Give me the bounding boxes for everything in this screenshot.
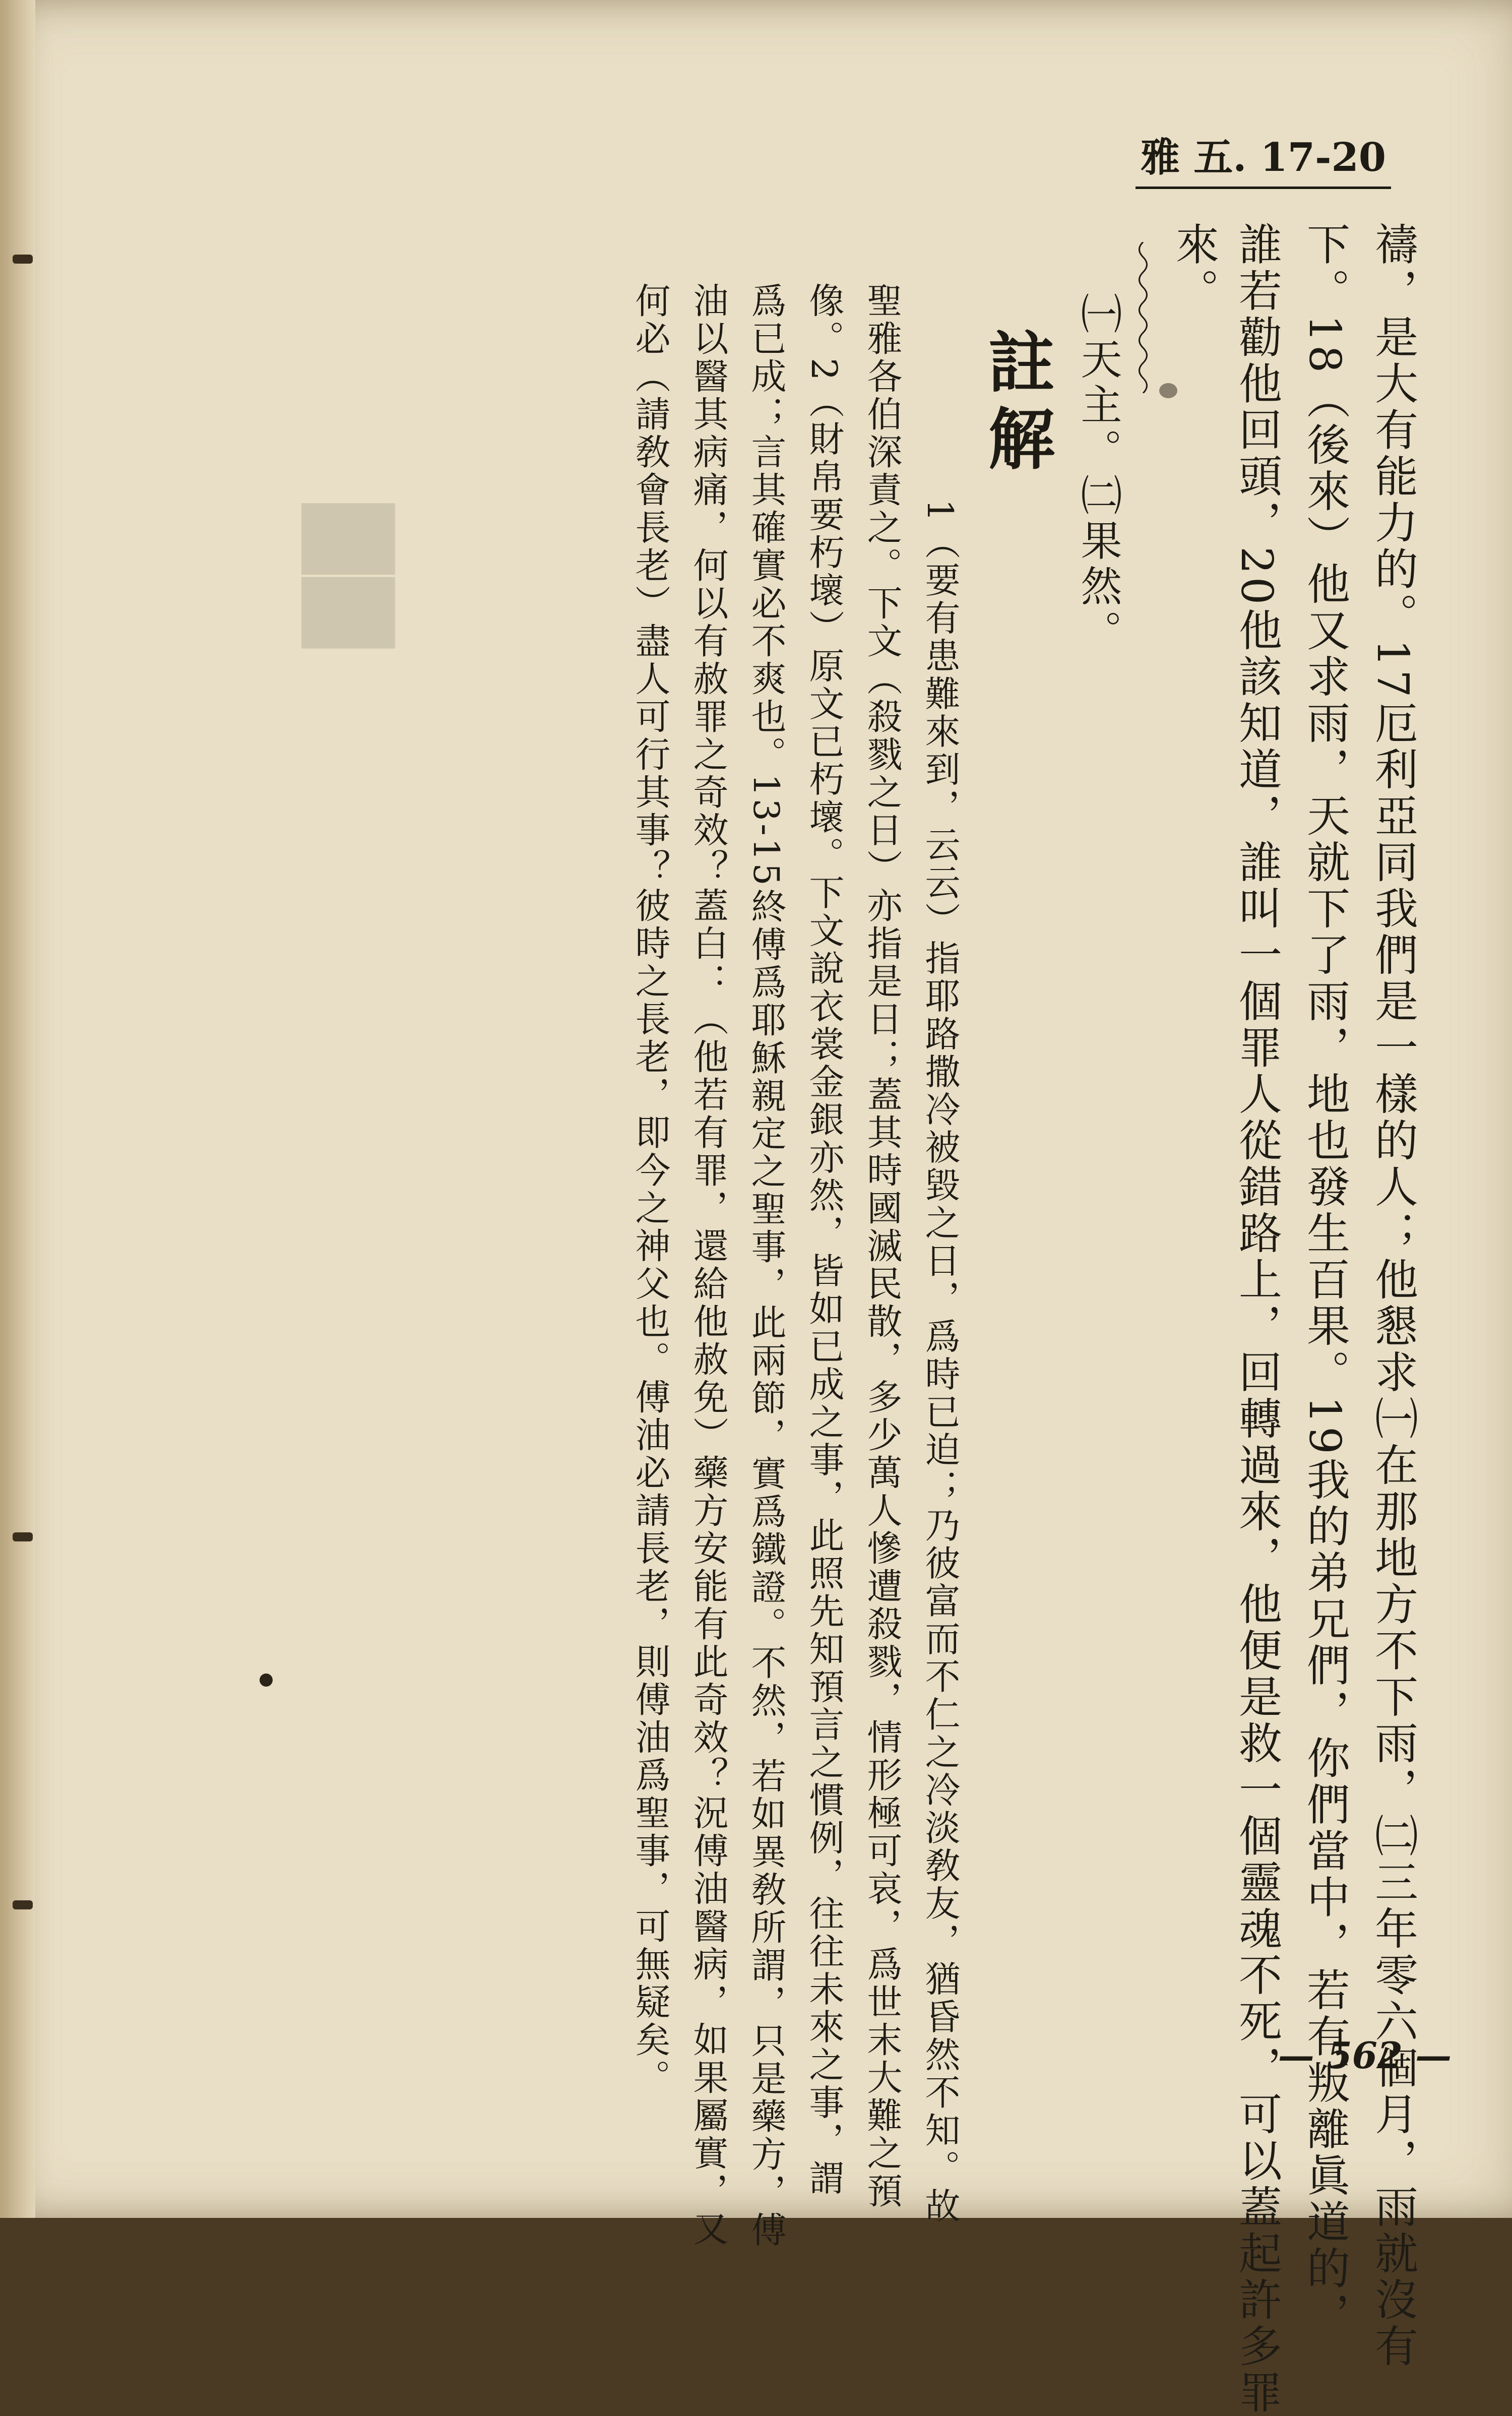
page-spine-shadow — [0, 0, 35, 2218]
staple-mark — [13, 1532, 33, 1541]
commentary-column-6: 何必（請敎會長老）盡人可行其事？彼時之長老，即今之神父也。傅油必請長老，則傅油爲聖事，可無疑矣。 — [629, 282, 671, 2097]
wavy-divider — [1133, 242, 1153, 393]
body-column-2: 下。18（後來）他又求雨，天就下了雨，地也發生百果。19我的弟兄們，你們當中，若有叛離眞道的， — [1299, 222, 1350, 2338]
running-header: 雅 五. 17-20 — [1136, 126, 1391, 189]
commentary-column-5: 油以醫其病痛，何以有赦罪之奇效？蓋白：（他若有罪，還給他赦免）藥方安能有此奇效？況傅油醫病，如果屬實，又 — [687, 282, 729, 2248]
commentary-column-3: 像。2（財帛要朽壞）原文已朽壞。下文說衣裳金銀亦然，皆如已成之事，此照先知預言之慣例，往往未來之事，謂 — [803, 282, 845, 2198]
body-column-4: 來。 — [1168, 222, 1219, 315]
staple-mark — [13, 255, 33, 264]
ink-spot — [260, 1674, 273, 1687]
show-through-heading: ▇▇ — [302, 504, 409, 652]
section-heading: 註解 — [977, 328, 1055, 481]
commentary-column-2: 聖雅各伯深責之。下文（殺戮之日）亦指是日；蓋其時國滅民散，多少萬人慘遭殺戮，情形極可哀，爲世末大難之預 — [861, 282, 903, 2210]
footnotes: ㈠天主。㈡果然。 — [1074, 292, 1122, 655]
body-column-3: 誰若勸他回頭，20他該知道，誰叫一個罪人從錯路上，回轉過來，他便是救一個靈魂不死，可以蓋起許多罪 — [1231, 222, 1282, 2416]
commentary-column-4: 爲已成；言其確實必不爽也。13-15終傅爲耶穌親定之聖事，此兩節，實爲鐵證。不然，若如異敎所謂，只是藥方，傅 — [745, 282, 787, 2249]
staple-mark — [13, 1900, 33, 1909]
ink-spot — [1159, 383, 1177, 398]
body-column-1: 禱，是大有能力的。17厄利亞同我們是一樣的人；他懇求㈠在那地方不下雨，㈡三年零六個月，雨就沒有 — [1367, 222, 1418, 2370]
commentary-column-1: 1（要有患難來到，云云）指耶路撒冷被毀之日，爲時已迫；乃彼富而不仁之冷淡敎友，猶昏然不知。故 — [919, 499, 961, 2225]
page-number: — 562 — — [1278, 2034, 1452, 2077]
